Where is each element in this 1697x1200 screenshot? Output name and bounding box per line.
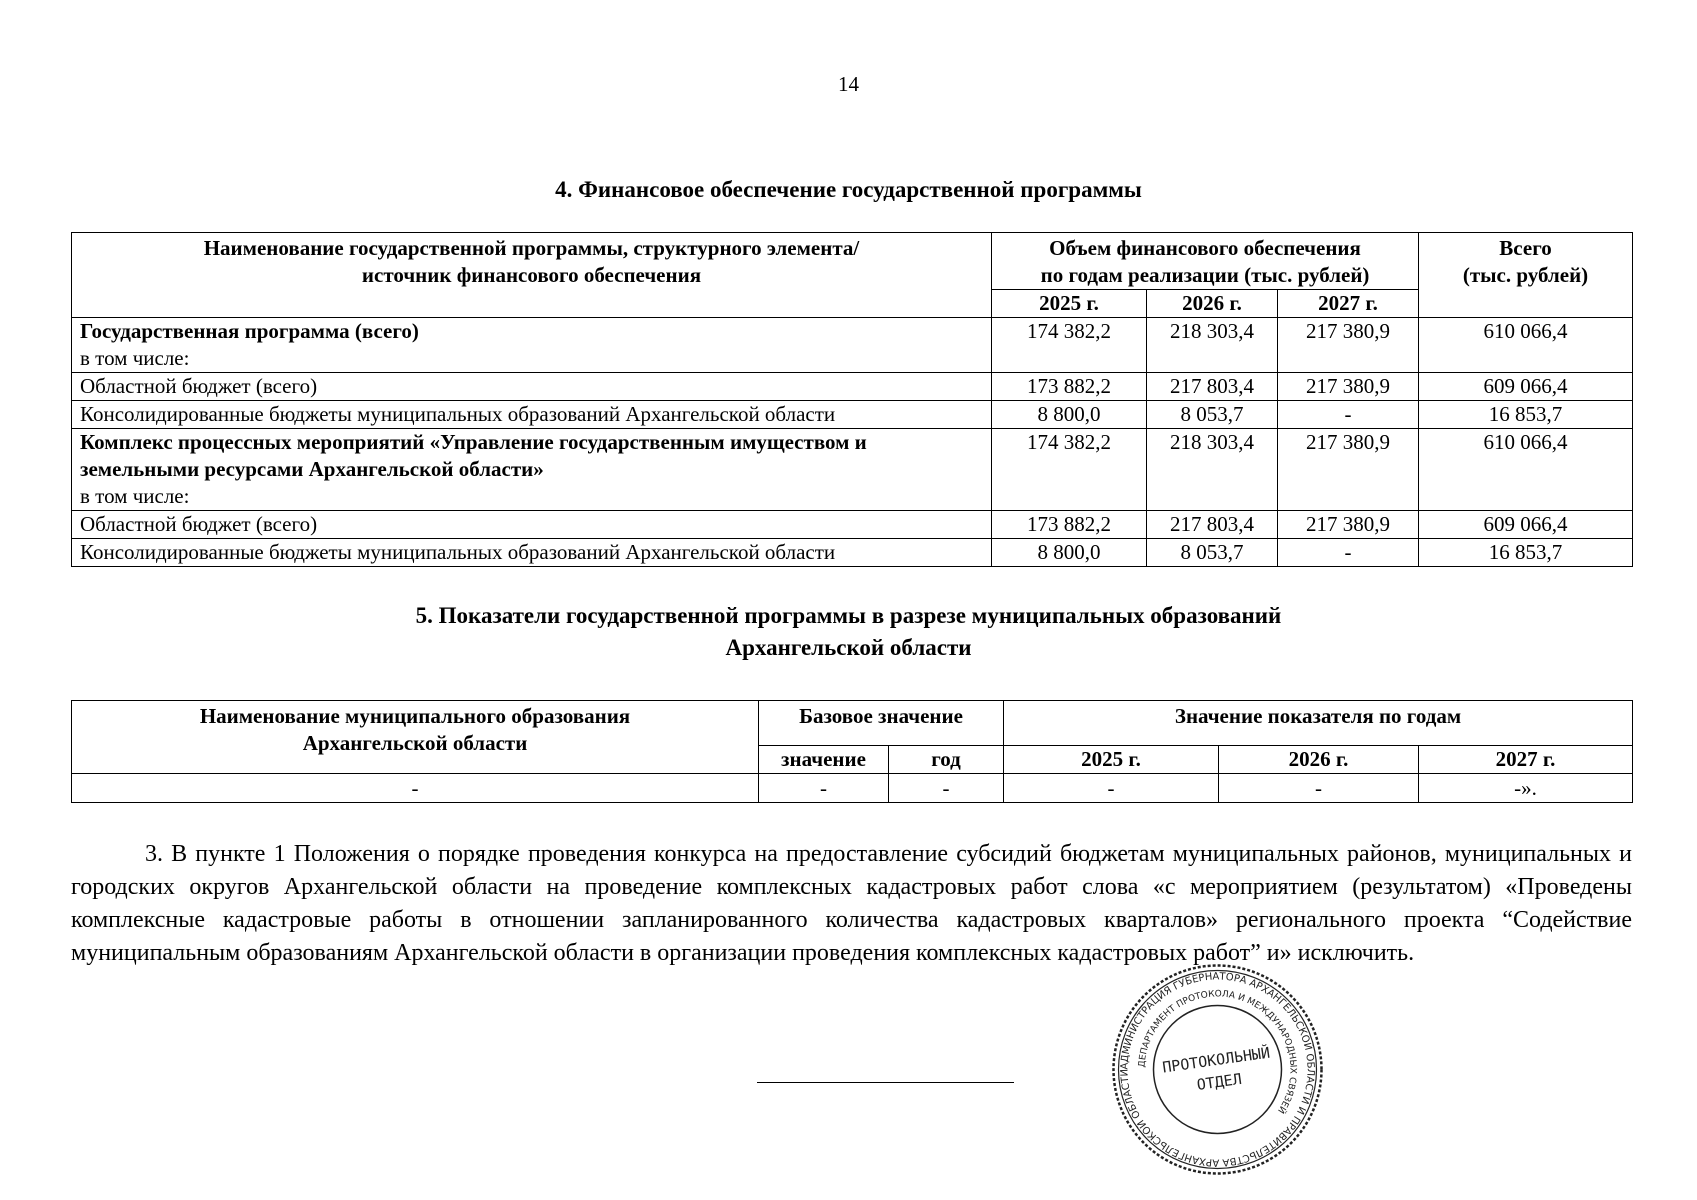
header-name-line2: источник финансового обеспечения [361,263,702,287]
table-row [72,774,1633,803]
row-name-cell [72,429,992,511]
value-2027: -». [1419,774,1633,803]
signature-line [757,1082,1014,1083]
value-total: 609 066,4 [1419,511,1633,539]
row-name: Консолидированные бюджеты муниципальных образований Архангельской области [72,401,992,429]
table-row [72,318,1633,373]
value-2025: 173 882,2 [992,511,1147,539]
header-base-value: Базовое значение [759,701,1004,746]
value-2026: - [1219,774,1419,803]
header-value: значение [759,746,889,774]
row-name: Государственная программа (всего) [80,319,419,343]
header-name [72,233,992,318]
value-2027: - [1278,401,1419,429]
table-row [72,373,1633,401]
stamp-seal [1110,962,1325,1177]
indicators-table [71,700,1633,803]
value-2025: 8 800,0 [992,539,1147,567]
value-2025: 174 382,2 [992,429,1147,511]
row-note: в том числе: [80,484,190,508]
header-by-years: Значение показателя по годам [1004,701,1633,746]
value-2026: 8 053,7 [1147,539,1278,567]
header-name-line1: Наименование государственной программы, структурного элемента/ [203,236,860,260]
value-2026: 217 803,4 [1147,373,1278,401]
value-2026: 218 303,4 [1147,318,1278,373]
financing-table [71,232,1633,567]
value-2026: 218 303,4 [1147,429,1278,511]
value-total: 610 066,4 [1419,429,1633,511]
header-year-2027: 2027 г. [1278,290,1419,318]
row-name: Областной бюджет (всего) [72,373,992,401]
stamp-inner-text: ДЕПАРТАМЕНТ ПРОТОКОЛА И МЕЖДУНАРОДНЫХ СВЯЗЕЙ [1137,989,1298,1115]
indicators-header-row-1 [72,701,1633,746]
value-2025: 8 800,0 [992,401,1147,429]
header-municipality [72,701,759,774]
base-year: - [889,774,1004,803]
row-name: Комплекс процессных мероприятий «Управление государственным имуществом и земельными ресурсами Архангельской области» [80,430,867,481]
base-value: - [759,774,889,803]
value-2026: 8 053,7 [1147,401,1278,429]
value-2025: 173 882,2 [992,373,1147,401]
row-name-cell [72,318,992,373]
value-2027: 217 380,9 [1278,429,1419,511]
header-2026: 2026 г. [1219,746,1419,774]
header-municipality-line1: Наименование муниципального образования [199,704,631,728]
header-2027: 2027 г. [1419,746,1633,774]
value-total: 16 853,7 [1419,539,1633,567]
value-2025: - [1004,774,1219,803]
header-total-line1: Всего [1499,236,1552,260]
header-year-2025: 2025 г. [992,290,1147,318]
value-total: 609 066,4 [1419,373,1633,401]
row-note: в том числе: [80,346,190,370]
section-5-title-line2: Архангельской области [725,635,972,660]
section-5-title-line1: 5. Показатели государственной программы в разрезе муниципальных образований [415,603,1282,628]
header-2025: 2025 г. [1004,746,1219,774]
header-year-2026: 2026 г. [1147,290,1278,318]
row-name: Консолидированные бюджеты муниципальных образований Архангельской области [72,539,992,567]
row-name: Областной бюджет (всего) [72,511,992,539]
table-row [72,401,1633,429]
stamp-center-line2: ОТДЕЛ [1195,1069,1243,1094]
stamp-center-line1: ПРОТОКОЛЬНЫЙ [1161,1043,1272,1077]
table-row [72,539,1633,567]
section-5-title [0,600,1697,664]
header-total [1419,233,1633,318]
value-total: 610 066,4 [1419,318,1633,373]
value-2025: 174 382,2 [992,318,1147,373]
section-4-title: 4. Финансовое обеспечение государственной программы [555,177,1142,202]
value-total: 16 853,7 [1419,401,1633,429]
municipality-name: - [72,774,759,803]
value-2027: 217 380,9 [1278,511,1419,539]
header-municipality-line2: Архангельской области [302,731,528,755]
value-2027: 217 380,9 [1278,373,1419,401]
header-volume-line1: Объем финансового обеспечения [1049,236,1361,260]
header-total-line2: (тыс. рублей) [1462,263,1589,287]
value-2027: - [1278,539,1419,567]
table-row [72,429,1633,511]
value-2027: 217 380,9 [1278,318,1419,373]
amendment-paragraph: 3. В пункте 1 Положения о порядке проведения конкурса на предоставление субсидий бюджетам муниципальных районов, муниципальных и городских округов Архангельской области на проведение комплексных кадастровых работ слова «с мероприятием (результатом) «Проведены комплексные кадастровые работы в отношении запланированного количества кадастровых кварталов» регионального проекта “Содействие муниципальным образованиям Архангельской области в организации проведения комплексных кадастровых работ” и» исключить. [71,841,1632,966]
page-number: 14 [838,72,859,96]
header-volume-line2: по годам реализации (тыс. рублей) [1040,263,1370,287]
header-volume [992,233,1419,290]
header-year: год [889,746,1004,774]
table-row [72,511,1633,539]
financing-header-row-1 [72,233,1633,290]
stamp-outer-text: АДМИНИСТРАЦИЯ ГУБЕРНАТОРА АРХАНГЕЛЬСКОЙ ОБЛАСТИ И ПРАВИТЕЛЬСТВА АРХАНГЕЛЬСКОЙ ОБЛАСТИ [1119,971,1316,1168]
value-2026: 217 803,4 [1147,511,1278,539]
